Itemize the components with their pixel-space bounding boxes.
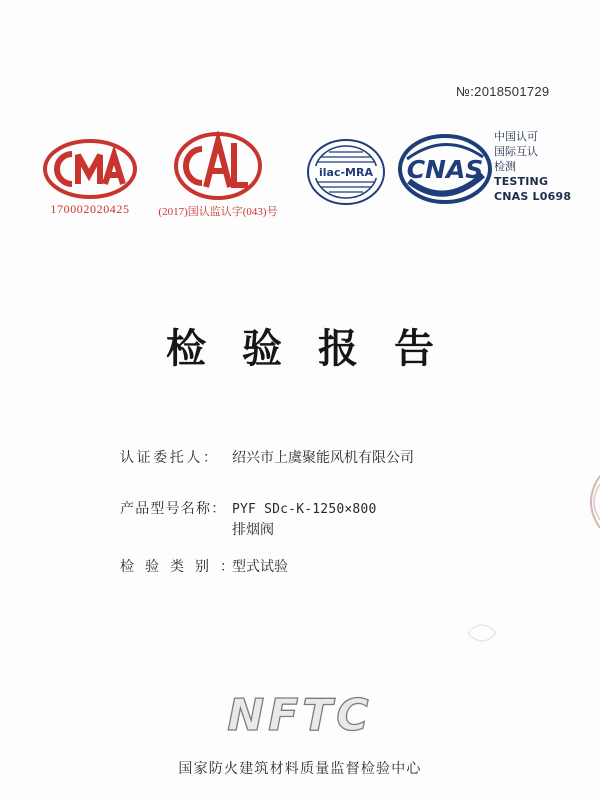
- faint-mark: [462, 613, 502, 653]
- cnas-line-number: CNAS L0698: [494, 190, 572, 203]
- cnas-line-cn2: 国际互认: [494, 145, 538, 158]
- client-value: 绍兴市上虞聚能风机有限公司: [232, 450, 414, 466]
- product-name: 排烟阀: [232, 522, 274, 538]
- cma-logo: [40, 138, 140, 222]
- seal-edge-mark: [578, 472, 600, 532]
- client-field: [120, 448, 414, 468]
- product-field: [120, 499, 376, 540]
- ilac-mra-logo: [305, 137, 387, 207]
- cnas-mark-icon: [395, 129, 495, 209]
- test-type-value: 型式试验: [232, 559, 288, 575]
- cnas-accreditation-text: [494, 129, 584, 204]
- cal-logo: [152, 131, 284, 221]
- svg-text:CNAS: CNAS: [406, 155, 484, 184]
- cnas-logo: [395, 129, 495, 209]
- product-value: [232, 499, 376, 540]
- report-number: №:2018501729: [456, 84, 550, 99]
- cma-mark-icon: [42, 138, 138, 200]
- cnas-line-testing: TESTING: [494, 175, 549, 188]
- nftc-mark-icon: NFTC: [227, 690, 373, 741]
- cnas-line-cn3: 检测: [494, 160, 516, 173]
- cnas-line-cn1: 中国认可: [494, 130, 538, 143]
- test-type-label: 检验类别：: [120, 559, 245, 575]
- ilac-mra-mark-icon: [305, 137, 387, 207]
- test-type-field: [120, 557, 288, 577]
- cal-approval-text: (2017)国认监认字(043)号: [158, 206, 278, 218]
- cal-mark-icon: [172, 131, 264, 201]
- product-label: 产品型号名称：: [120, 501, 227, 517]
- cma-code: 170002020425: [50, 202, 130, 216]
- nftc-logo: [0, 690, 600, 741]
- client-label: 认证委托人：: [120, 450, 220, 466]
- issuing-center-name: 国家防火建筑材料质量监督检验中心: [178, 761, 422, 777]
- product-model: PYF SDc-K-1250×800: [232, 502, 377, 517]
- report-title: 检验报告: [166, 325, 470, 372]
- svg-text:ilac-MRA: ilac-MRA: [319, 166, 373, 179]
